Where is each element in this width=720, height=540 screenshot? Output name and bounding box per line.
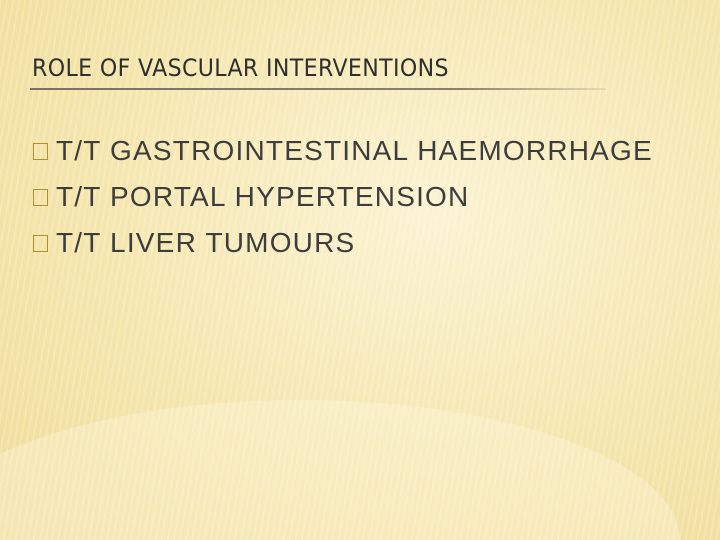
bullet-text: T/T LIVER TUMOURS bbox=[56, 227, 356, 258]
slide-title: ROLE OF VASCULAR INTERVENTIONS bbox=[32, 54, 449, 82]
bullet-text: T/T PORTAL HYPERTENSION bbox=[56, 181, 470, 212]
hollow-square-icon bbox=[33, 235, 48, 252]
list-item bbox=[33, 174, 653, 220]
hollow-square-icon bbox=[33, 189, 48, 206]
bullet-text: T/T GASTROINTESTINAL HAEMORRHAGE bbox=[56, 135, 653, 166]
title-underline bbox=[30, 88, 606, 90]
list-item bbox=[33, 220, 653, 266]
list-item bbox=[33, 128, 653, 174]
hollow-square-icon bbox=[33, 143, 48, 160]
bullet-list bbox=[33, 128, 653, 266]
